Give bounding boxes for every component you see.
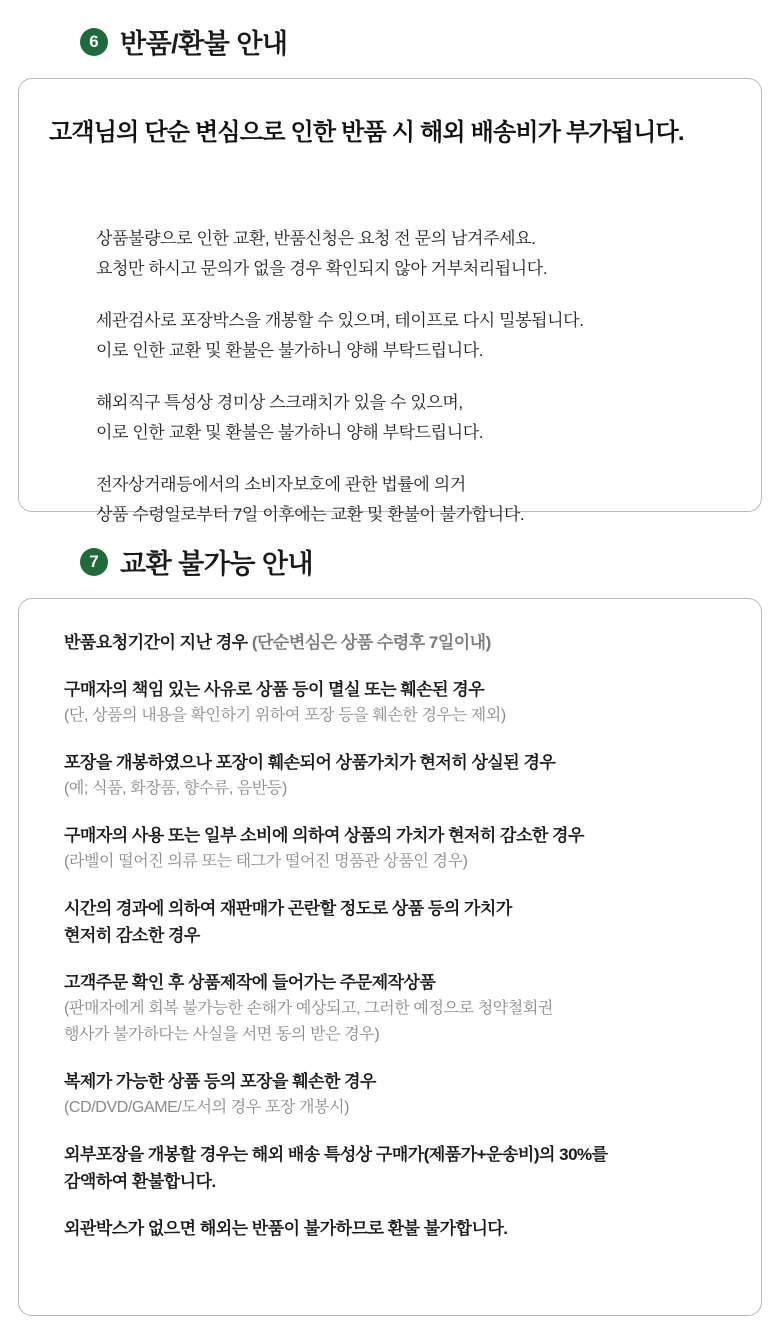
paragraph-line: 이로 인한 교환 및 환불은 불가하니 양해 부탁드립니다.: [96, 423, 484, 442]
list-item: [64, 1215, 737, 1242]
paragraph-line: 요청만 하시고 문의가 없을 경우 확인되지 않아 거부처리됩니다.: [96, 259, 548, 278]
list-item-sub: 행사가 불가하다는 사실을 서면 동의 받은 경우): [64, 1026, 380, 1043]
list-item-sub: (판매자에게 회복 불가능한 손해가 예상되고, 그러한 예정으로 청약철회권: [64, 1000, 553, 1017]
list-item: [64, 676, 737, 729]
section-7-content-box: [18, 598, 762, 1316]
list-item-main-note: (단순변심은 상품 수령후 7일이내): [251, 633, 491, 652]
paragraph-line: 전자상거래등에서의 소비자보호에 관한 법률에 의거: [96, 475, 466, 494]
section-7-title: 교환 불가능 안내: [120, 549, 314, 579]
paragraph-line: 상품 수령일로부터 7일 이후에는 교환 및 환불이 불가합니다.: [96, 505, 525, 524]
list-item-main-continued: 감액하여 환불합니다.: [64, 1172, 216, 1191]
list-item: [64, 629, 737, 656]
paragraph: [96, 470, 584, 530]
list-item-main: 고객주문 확인 후 상품제작에 들어가는 주문제작상품: [64, 973, 436, 992]
list-item-main: 구매자의 책임 있는 사유로 상품 등이 멸실 또는 훼손된 경우: [64, 680, 485, 699]
list-item-main-continued: 현저히 감소한 경우: [64, 926, 200, 945]
list-item-main: 구매자의 사용 또는 일부 소비에 의하여 상품의 가치가 현저히 감소한 경우: [64, 826, 584, 845]
list-item: [64, 1141, 737, 1195]
exchange-restriction-list: [64, 629, 737, 1242]
section-7-number-badge: 7: [80, 548, 108, 576]
paragraph: [96, 224, 584, 284]
list-item-sub: (CD/DVD/GAME/도서의 경우 포장 개봉시): [64, 1099, 350, 1116]
list-item: [64, 969, 737, 1048]
list-item: [64, 1068, 737, 1121]
list-item: [64, 822, 737, 875]
paragraph-line: 세관검사로 포장박스을 개봉할 수 있으며, 테이프로 다시 밀봉됩니다.: [96, 311, 584, 330]
list-item-sub: (라벨이 떨어진 의류 또는 태그가 떨어진 명품관 상품인 경우): [64, 853, 468, 870]
list-item-sub: (예; 식품, 화장품, 향수류, 음반등): [64, 780, 287, 797]
list-item-main: 복제가 가능한 상품 등의 포장을 훼손한 경우: [64, 1072, 376, 1091]
paragraph-line: 상품불량으로 인한 교환, 반품신청은 요청 전 문의 남겨주세요.: [96, 229, 536, 248]
list-item-main: 외부포장을 개봉할 경우는 해외 배송 특성상 구매가(제품가+운송비)의 30%를: [64, 1145, 608, 1164]
section-6-content-box: [18, 78, 762, 524]
list-item-main: [64, 629, 737, 656]
list-item: [64, 749, 737, 802]
section-6-title: 반품/환불 안내: [120, 29, 288, 59]
section-6-heading: [80, 22, 288, 61]
section-6-paragraph-list: [96, 224, 584, 530]
paragraph: [96, 306, 584, 366]
list-item-sub: (단, 상품의 내용을 확인하기 위하여 포장 등을 훼손한 경우는 제외): [64, 707, 506, 724]
list-item: [64, 895, 737, 949]
section-6-lead-text: 고객님의 단순 변심으로 인한 반품 시 해외 배송비가 부가됩니다.: [49, 119, 684, 146]
list-item-main: 외관박스가 없으면 해외는 반품이 불가하므로 환불 불가합니다.: [64, 1219, 508, 1238]
paragraph: [96, 388, 584, 448]
list-item-main-text: 반품요청기간이 지난 경우: [64, 633, 252, 652]
paragraph-line: 해외직구 특성상 경미상 스크래치가 있을 수 있으며,: [96, 393, 463, 412]
paragraph-line: 이로 인한 교환 및 환불은 불가하니 양해 부탁드립니다.: [96, 341, 484, 360]
section-7-heading: [80, 542, 313, 581]
list-item-main: 포장을 개봉하였으나 포장이 훼손되어 상품가치가 현저히 상실된 경우: [64, 753, 556, 772]
list-item-main: 시간의 경과에 의하여 재판매가 곤란할 정도로 상품 등의 가치가: [64, 899, 512, 918]
section-6-number-badge: 6: [80, 28, 108, 56]
